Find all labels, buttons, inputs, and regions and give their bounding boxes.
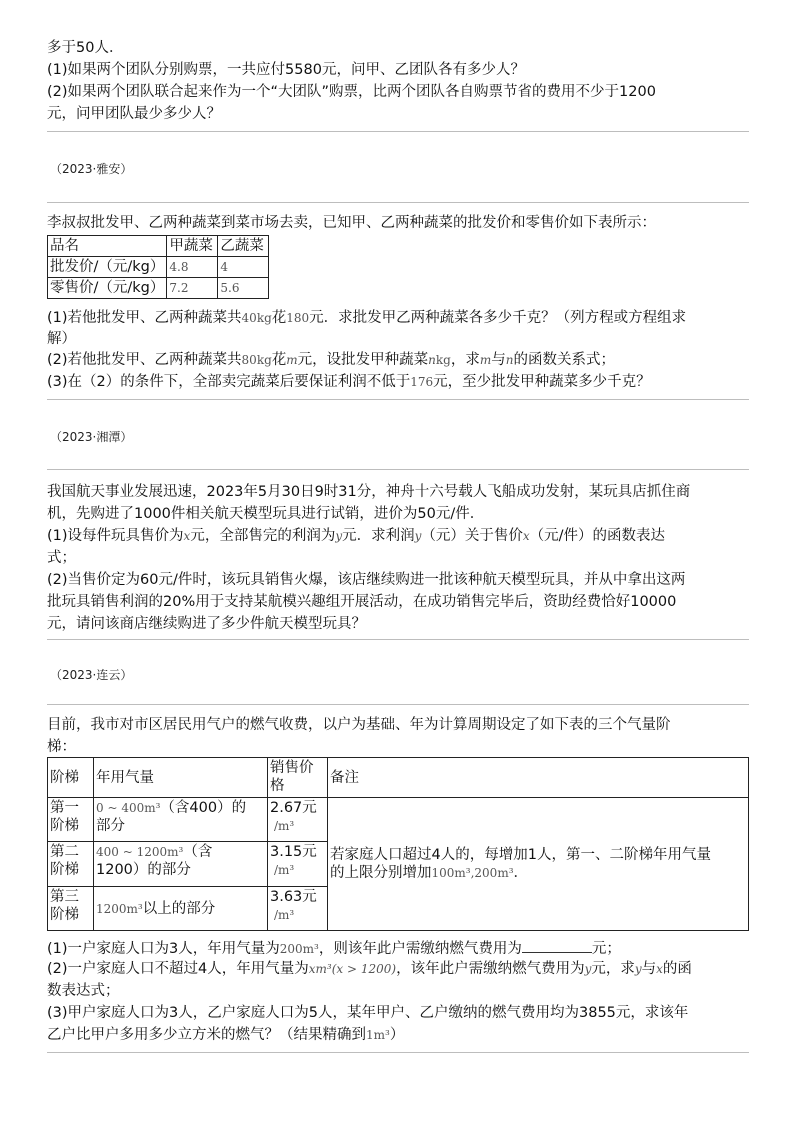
question-2: (2)当售价定为60元/件时，该玩具销售火爆，该店继续购进一批该种航天模型玩具，并从中拿出这两 (47, 572, 686, 588)
text-line: 式； (47, 550, 76, 566)
question-1 (47, 308, 686, 328)
cell-text: 以上的部分 (142, 900, 216, 917)
math: 200m³ (279, 942, 319, 956)
text: 元，全部售完的利润为 (190, 528, 336, 544)
text: 与 (641, 961, 657, 977)
header-text: 格 (270, 778, 285, 794)
cell-text: 阶梯 (50, 862, 79, 878)
unit: /m³ (274, 819, 295, 833)
price: 3.15元 (270, 844, 317, 860)
math: 176 (410, 375, 434, 389)
cell-text: （含 (183, 844, 213, 860)
source-label: （2023·湘潭） (50, 430, 133, 444)
table-cell: 7.2 (167, 278, 218, 299)
text: 元．求批发甲乙两种蔬菜各多少千克？（列方程或方程组求 (309, 310, 687, 326)
question-2: (2)如果两个团队联合起来作为一个“大团队”购票，比两个团队各自购票节省的费用不少于1200 (47, 84, 656, 100)
divider (47, 1052, 749, 1053)
text-line: 元，问甲团队最少多少人？ (47, 106, 221, 122)
question-1 (47, 938, 621, 959)
math: y (414, 529, 422, 543)
table-header: 阶梯 (48, 758, 94, 798)
math: y (584, 962, 592, 976)
text-line: 多于50人． (47, 40, 124, 56)
note-text: 若家庭人口超过4人的，每增加1人，第一、二阶梯年用气量 (330, 847, 711, 863)
table-header: 甲蔬菜 (167, 236, 218, 257)
text: 元，求 (591, 961, 635, 977)
text: ） (389, 1027, 405, 1043)
math: kg (435, 353, 451, 367)
math: 400 ~ 1200m³ (96, 845, 184, 859)
table-cell (94, 798, 268, 842)
math: m (286, 353, 298, 367)
text: 乙户比甲户多用多少立方米的燃气？（结果精确到 (47, 1027, 366, 1043)
math: y (634, 962, 642, 976)
text-line: 元，请问该商店继续购进了多少件航天模型玩具？ (47, 616, 366, 632)
table-cell (268, 798, 328, 842)
question-2 (47, 350, 615, 370)
text: (2)一户家庭人口不超过4人，年用气量为 (47, 961, 309, 977)
table-cell (268, 887, 328, 931)
table-cell (48, 798, 94, 842)
text: 元．求利润 (342, 528, 415, 544)
table-cell: 批发价/（元/kg） (48, 257, 167, 278)
text: 花 (271, 352, 287, 368)
problem-intro: 目前，我市对市区居民用气户的燃气收费，以户为基础、年为计算周期设定了如下表的三个气量阶 (47, 717, 671, 733)
answer-blank[interactable] (522, 938, 592, 953)
cell-text: 第一 (50, 800, 79, 816)
table-cell (48, 842, 94, 887)
problem-intro: 梯： (47, 739, 76, 755)
problem-intro: 我国航天事业发展迅速，2023年5月30日9时31分，神舟十六号载人飞船成功发射，某玩具店抓住商 (47, 484, 691, 500)
note-text: 的上限分别增加 (330, 865, 432, 881)
divider (47, 202, 749, 203)
table-cell: 零售价/（元/kg） (48, 278, 167, 299)
math: n (505, 353, 514, 367)
divider (47, 399, 749, 400)
math: m (479, 353, 492, 367)
table-cell: 4.8 (167, 257, 218, 278)
text: (1)若他批发甲、乙两种蔬菜共 (47, 310, 242, 326)
cell-text: 第二 (50, 844, 79, 860)
text: 的函数关系式； (513, 352, 615, 368)
problem-intro: 李叔叔批发甲、乙两种蔬菜到菜市场去卖，已知甲、乙两种蔬菜的批发价和零售价如下表所示： (47, 215, 656, 231)
table-cell: 4 (218, 257, 269, 278)
table-header (268, 758, 328, 798)
table-header: 乙蔬菜 (218, 236, 269, 257)
question-3 (47, 372, 651, 392)
text: 元，设批发甲种蔬菜 (297, 352, 429, 368)
note-text: ． (513, 865, 529, 881)
math: 1200m³ (96, 901, 143, 916)
question-2 (47, 959, 692, 979)
cell-text: 阶梯 (50, 818, 79, 834)
math: 40kg (241, 311, 272, 325)
price-table (47, 235, 269, 299)
text-line: 数表达式； (47, 983, 120, 999)
text: (2)若他批发甲、乙两种蔬菜共 (47, 352, 242, 368)
problem-intro: 机，先购进了1000件相关航天模型玩具进行试销，进价为50元/件． (47, 506, 485, 522)
text: 元； (591, 941, 621, 957)
text: ，求 (450, 352, 480, 368)
divider (47, 469, 749, 470)
math: 80kg (241, 353, 272, 367)
table-row (48, 278, 269, 299)
question-1 (47, 526, 665, 546)
price: 3.63元 (270, 889, 317, 905)
cell-text: 第三 (50, 889, 79, 905)
table-cell (48, 887, 94, 931)
text-line: 批玩具销售利润的20%用于支持某航模兴趣组开展活动，在成功销售完毕后，资助经费恰好10000 (47, 594, 677, 610)
math: 1m³ (366, 1028, 390, 1042)
divider (47, 131, 749, 132)
text: 的函 (662, 961, 692, 977)
text: 与 (491, 352, 506, 368)
divider (47, 639, 749, 640)
cell-text: 阶梯 (50, 907, 79, 923)
source-label: （2023·连云） (50, 668, 133, 682)
cell-text: 1200）的部分 (96, 862, 191, 878)
divider (47, 704, 749, 705)
cell-text: （含400）的 (160, 800, 247, 816)
text: ，则该年此户需缴纳燃气费用为 (318, 941, 522, 957)
text-line (47, 1025, 404, 1045)
math: n (428, 353, 436, 367)
text: (3)在（2）的条件下，全部卖完蔬菜后要保证利润不低于 (47, 374, 411, 390)
math: 100m³,200m³ (431, 866, 514, 880)
table-row (48, 257, 269, 278)
gas-tier-table (47, 757, 749, 931)
unit: /m³ (274, 863, 295, 877)
text: (1)设每件玩具售价为 (47, 528, 184, 544)
table-note (328, 798, 749, 931)
table-cell (94, 887, 268, 931)
table-cell (94, 842, 268, 887)
text: （元）关于售价 (421, 528, 523, 544)
text: 元，至少批发甲种蔬菜多少千克？ (433, 374, 651, 390)
math: xm³(x > 1200) (308, 962, 397, 976)
unit: /m³ (274, 908, 295, 922)
text: (1)一户家庭人口为3人，年用气量为 (47, 941, 280, 957)
source-label: （2023·雅安） (50, 162, 133, 176)
math: 0 ~ 400m³ (96, 801, 161, 815)
price: 2.67元 (270, 800, 317, 816)
text: （元/件）的函数表达 (529, 528, 666, 544)
cell-text: 部分 (96, 818, 125, 834)
math: y (335, 529, 343, 543)
table-row (48, 798, 749, 842)
table-header: 备注 (328, 758, 749, 798)
table-cell: 5.6 (218, 278, 269, 299)
table-header: 品名 (48, 236, 167, 257)
question-3: (3)甲户家庭人口为3人，乙户家庭人口为5人，某年甲户、乙户缴纳的燃气费用均为3855元，求该年 (47, 1005, 689, 1021)
header-text: 销售价 (270, 760, 314, 776)
math: x (522, 529, 530, 543)
table-cell (268, 842, 328, 887)
math: x (656, 962, 663, 976)
text-line: 解） (47, 331, 76, 347)
math: x (183, 529, 191, 543)
question-1: (1)如果两个团队分别购票，一共应付5580元，问甲、乙团队各有多少人？ (47, 62, 525, 78)
text: 花 (271, 310, 287, 326)
table-header: 年用气量 (94, 758, 268, 798)
text: ，该年此户需缴纳燃气费用为 (396, 961, 585, 977)
math: 180 (286, 311, 310, 325)
